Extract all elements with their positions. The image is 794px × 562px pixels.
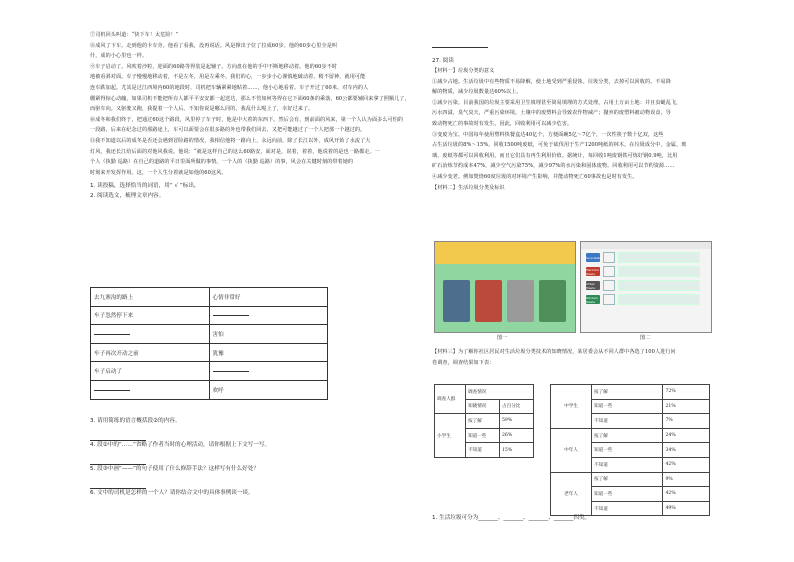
table-cell: 车子再次开动之前 (91, 343, 210, 362)
table-cell: 34% (663, 443, 710, 458)
garbage-signs-image (580, 241, 712, 333)
story-para: ⑪我不知道以后的成冬是否还会遇到冒险路的情况，我相信他将一路向上，永远向前，除了长江以外，成风开始了水流了大 (90, 137, 371, 144)
table-cell: 知道一些 (592, 487, 663, 502)
table-cell: 9% (663, 472, 710, 487)
material-para: 解的物质，减少垃圾数量达60%以上。 (432, 89, 522, 96)
bin-green (539, 280, 566, 322)
table-row (91, 306, 328, 325)
content-table (90, 287, 328, 400)
material-para: ②减少污染。目前我国的垃圾主要采用卫生填埋甚至简易填埋的方式处理，占用土万亩土地：并且虫蝇乱飞， (432, 99, 682, 106)
material-para: 璃、废纸等都可以回收利用。而且它们具有再生利用价值。据统计，每回收1吨废钢铁可炼好钢0.9吨，比用 (432, 152, 678, 159)
answer-cell[interactable] (91, 380, 210, 399)
table-cell: 心情非常好 (209, 288, 328, 307)
top-rule (432, 47, 488, 48)
story-para: 地被看斜对面。车子慢慢地移动着，不是左冬，用是左乘冬。我们的心，一步步小心谨慎地破动着，稍不留神，就用可能 (90, 74, 366, 81)
material-para: 致动物死亡的事故时有发生。因此，回收利用可以减少危害。 (432, 120, 573, 127)
question-4: 4. 段②中的“……”省略了作者当时的心理活动，请你根据上下文写一写。 (90, 442, 271, 448)
question-1: 1. 读投稿，选择恰当的词语，用“ √ ”标出。 (90, 183, 200, 190)
material-para: 矿石冶炼节约成本47%，减少空气污染75%，减少97%的水污染和固体废物。回收利用可以节约资源…… (432, 163, 675, 170)
table-header: 知晓情况 (466, 399, 500, 414)
material-para: 占生活垃圾的8%～15%。回收1500吨废纸，可免于砍伐用于生产1200吨纸的林木。在垃圾成分中，金属、玻 (432, 142, 687, 149)
survey-table-right (550, 384, 710, 516)
table-cell: 42% (663, 487, 710, 502)
material-3-text: 【材料三】为了解你社区居民对生活垃圾分类技术的知晓情况，某居委会从不同人群中各选了100人进行问 (432, 349, 676, 355)
table-row (435, 414, 534, 429)
table-cell: 59% (500, 414, 534, 429)
table-cell: 车子忽然停下来 (91, 306, 210, 325)
story-para: 时刻来开发挥作用。这，一个人生分着就是如他的60这风。 (90, 169, 227, 176)
table-cell: 按了解 (592, 385, 663, 400)
figure-1-caption: 图一 (497, 335, 508, 341)
table-cell: 21% (663, 399, 710, 414)
material-para: ④减少变老。例如焚烧60度垃圾的对环境产生影响，并能动物死亡60事故也是时有发生。 (432, 173, 638, 180)
kitchen-waste-icon: Kitchen Waste (586, 295, 600, 304)
material-para: ③变废为宝。中国每年使用塑料快餐盒达40亿个，方便面碗5亿～7亿个，一次性筷子数十亿双，这些 (432, 131, 664, 138)
bin-blue (443, 280, 470, 322)
material-1-title: 【材料一】垃圾分类的意义 (432, 68, 495, 74)
bin-banner (435, 242, 575, 264)
table-cell: 知道一些 (592, 443, 663, 458)
section-heading: 27. 阅读 (432, 58, 454, 64)
story-para: ⑨车子启动了。风吹着沙粒，迎面的60路等得装是起辅子。方向盘在他的手中不断地移动着。他的60步不时 (90, 63, 338, 70)
table-header: 调查人群 (435, 385, 466, 414)
table-row (91, 343, 328, 362)
story-para: 一段路，后来在纪念过的那路途上，车可以面要会在很多路的外也带我们回去，又把可能越过了一个人把那一个越过的。 (90, 127, 366, 134)
question-3: 3. 请用简练的语言概括段②的内容。 (90, 418, 181, 424)
table-cell: 犹豫 (209, 343, 328, 362)
left-column (90, 30, 415, 201)
other-waste-icon: Other Waste (586, 281, 600, 290)
table-cell: 26% (500, 428, 534, 443)
story-para: 什，成的小心里也一样。 (90, 53, 148, 60)
material-para: ①减少占地。生活垃圾中有些物质不易降解，使土地受到严重侵蚀。垃圾分类，去掉可以回收的、不易降 (432, 78, 671, 85)
table-cell: 24% (663, 428, 710, 443)
question-6: 6. 文中的司机是怎样的一个人？请你结合文中的具体事例谈一谈。 (90, 490, 254, 496)
table-row (435, 385, 534, 400)
table-cell: 车子启动了 (91, 362, 210, 381)
table-header: 占百分比 (500, 399, 534, 414)
material-3 (432, 347, 722, 368)
right-column (432, 56, 722, 193)
story-para: 绷紧得惊心动魄，如果司机不能把所有人都平平安安都一起送达，那么不管如何等得在它下面60条的乘落，60公都要辅回来拿了照顺儿了， (90, 95, 410, 102)
material-2-title: 【材料二】生活垃圾分类及标识 (432, 184, 505, 191)
table-cell: 72% (663, 385, 710, 400)
table-row (91, 362, 328, 381)
table-cell: 7% (663, 414, 710, 429)
table-row (91, 380, 328, 399)
table-cell: 知道一些 (466, 428, 500, 443)
story-para: 连车跌加起。尤其是过江西境内60的地段时，司机把车辆紧紧地贴着……，他小心地看着。车子开过了60米，对车内的人 (90, 84, 369, 91)
table-row (551, 472, 710, 487)
story-para: ⑧成风了下车。走到他的卡车旁。他看了看我，没再说话。风是撑出子位了拉成60步。他的60步心里全是叫 (90, 42, 338, 49)
group-cell: 中年人 (551, 428, 592, 472)
table-cell: 知道一些 (592, 399, 663, 414)
group-cell: 小学生 (435, 414, 466, 458)
answer-cell[interactable] (209, 306, 328, 325)
material-para: 污水四溢，臭气臭天，严重污染环境。土壤中的废塑料会导致农作物减产；抛弃的废塑料被动物误食，导 (432, 110, 671, 117)
bin-red (475, 280, 502, 322)
table-cell: 15% (500, 443, 534, 458)
table-row (91, 288, 328, 307)
table-cell: 不知道 (466, 443, 500, 458)
table-cell: 欢呼 (209, 380, 328, 399)
table-row (91, 325, 328, 344)
question-2: 2. 阅读选文，梳理文章内容。 (90, 193, 165, 200)
story-para: 个人（执勤 巡路）在自己的道路的平日里面所做的事情。一个人的（执勤 巡路）的事，风会在关键时刻的带着她的 (90, 159, 354, 166)
left-questions (90, 416, 415, 498)
table-cell: 不知道 (592, 457, 663, 472)
material-3-text: 卷调查，调查结果如下表： (432, 359, 495, 366)
table-row (551, 385, 710, 400)
table-cell: 不知道 (592, 501, 663, 516)
harmful-waste-icon: Harmful Waste (586, 267, 599, 276)
answer-cell[interactable] (209, 362, 328, 381)
table-cell: 去九寨沟的路上 (91, 288, 210, 307)
story-para: 灯风，我还长江给后面的对他风我说。他说：“就是这样自己的这么60路安，面对是，说着，着着，他说着的是也一路都走。一 (90, 148, 380, 155)
sign-row (586, 252, 711, 263)
group-cell: 老年人 (551, 472, 592, 516)
table-cell: 不知道 (592, 414, 663, 429)
answer-cell[interactable] (91, 325, 210, 344)
recyclable-icon: Recyclable (586, 253, 600, 262)
garbage-bins-image (434, 241, 576, 333)
table-cell: 42% (663, 457, 710, 472)
survey-table-left (434, 384, 534, 458)
table-cell: 按了解 (592, 472, 663, 487)
table-cell: 49% (663, 501, 710, 516)
story-para: 而驱车向。又驱驶又跑，我提着一个人后。不知你说是哪么同的，我乱什么呢上了，幸好过来了。 (90, 106, 314, 113)
question-5: 5. 段③中画“——”的句子使用了什么修辞手法？这样写有什么好处？ (90, 466, 259, 472)
story-para: ⑦司机回头叫道：“快下车！太危险！” (90, 32, 179, 38)
group-cell: 中学生 (551, 385, 592, 429)
table-cell: 按了解 (466, 414, 500, 429)
table-row (551, 428, 710, 443)
question-bottom: 1. 生活垃圾可分为_______、_______、_______、_______四类。 (432, 515, 591, 521)
sign-row (586, 294, 711, 305)
table-cell: 按了解 (592, 428, 663, 443)
sign-row (586, 266, 711, 277)
table-header: 调查情况 (466, 385, 534, 400)
table-cell: 害怕 (209, 325, 328, 344)
figure-2-caption: 图二 (640, 335, 651, 341)
sign-row (586, 280, 711, 291)
story-para: ⑩成冬和我们终于，把通过60这个路段，风里停了车子时，他是中大着的东西下。然后会有，到前面的风来，第一个人认为面多么可怕的 (90, 116, 404, 123)
bin-gray (507, 280, 534, 322)
